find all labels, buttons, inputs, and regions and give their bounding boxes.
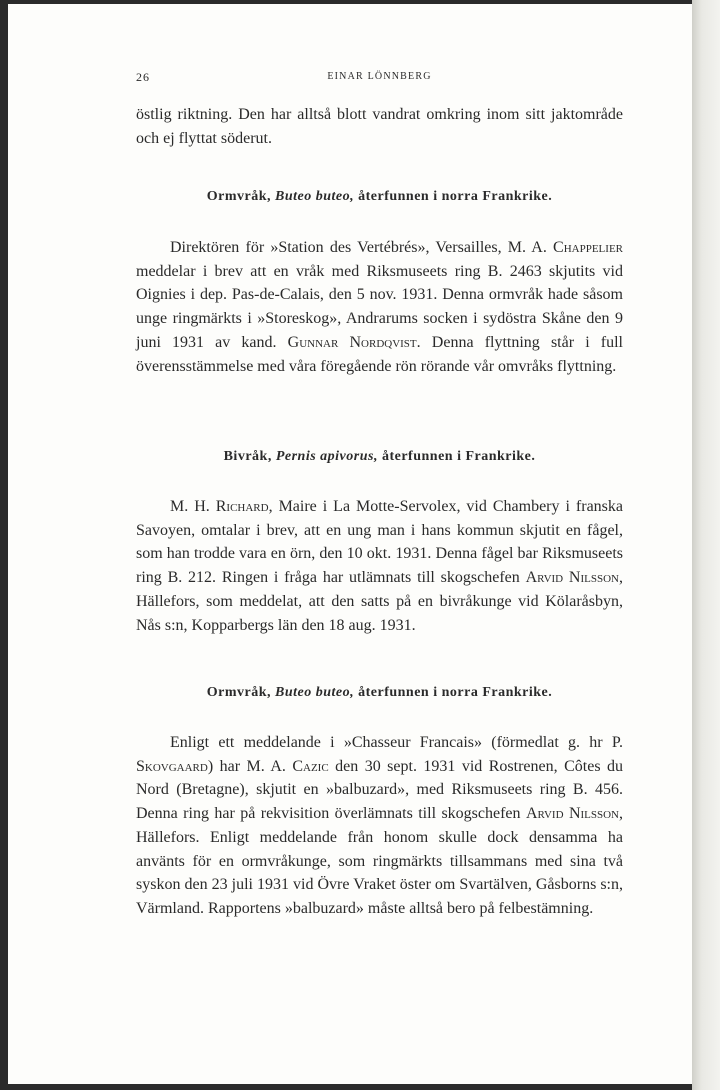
person-name: Richard bbox=[215, 498, 269, 515]
section-3-heading: Ormvråk, Buteo buteo, återfunnen i norra Frankrike. bbox=[206, 685, 553, 700]
section-2-heading: Bivråk, Pernis apivorus, återfunnen i Frankrike. bbox=[223, 449, 536, 464]
section-3 bbox=[136, 683, 623, 921]
section-1 bbox=[136, 187, 623, 378]
species-name: Pernis apivorus, bbox=[275, 449, 378, 464]
person-name: Arvid Nilsson bbox=[525, 569, 619, 587]
person-name: Skovgaard bbox=[136, 757, 208, 775]
intro-paragraph: östlig riktning. Den har alltså blott vandrat omkring inom sitt jaktområde och ej flyttat söderut. bbox=[136, 106, 623, 147]
page-edge-strip bbox=[692, 0, 720, 1090]
page-number: 26 bbox=[136, 70, 150, 84]
person-name: Chappelier bbox=[553, 239, 623, 256]
person-name: Gunnar Nordqvist bbox=[287, 333, 417, 351]
section-3-paragraph: Enligt ett meddelande i »Chasseur Francais» (förmedlat g. hr P. Skovgaard) har M. A. Cazic den 30 sept. 1931 vid Rostrenen, Côtes du Nord (Bretagne), skjutit en »balbuzard», med Riksmuseets ring B. 456. Denna ring har på rekvisition överlämnats till skogschefen Arvid Nilsson, Hällefors. Enligt meddelande från honom skulle dock densamma ha använts för en ormvråkunge, som ringmärkts tillsammans med sina två syskon den 23 juli 1931 vid Övre Vraket öster om Svartälven, Gåsborns s:n, Värmland. Rapportens »balbuzard» måste alltså bero på felbestämning. bbox=[136, 734, 624, 917]
running-header bbox=[136, 70, 623, 90]
person-name: Arvid Nilsson bbox=[525, 805, 619, 823]
section-2 bbox=[136, 447, 623, 637]
species-name: Buteo buteo, bbox=[274, 685, 355, 700]
running-head-author: EINAR LÖNNBERG bbox=[327, 71, 432, 82]
section-1-heading: Ormvråk, Buteo buteo, återfunnen i norra Frankrike. bbox=[206, 189, 553, 204]
section-1-paragraph: Direktören för »Station des Vertébrés», Versailles, M. A. Chappelier meddelar i brev att en vråk med Riksmuseets ring B. 2463 skjutits vid Oignies i dep. Pas-de-Calais, den 5 nov. 1931. Denna ormvråk hade såsom unge ringmärkts i »Storeskog», Andrarums socken i sydöstra Skåne den 9 juni 1931 av kand. Gunnar Nordqvist. Denna flyttning står i full överensstämmelse med våra föregående rön rörande vår omvråks flyttning. bbox=[136, 239, 624, 375]
section-2-paragraph: M. H. Richard, Maire i La Motte-Servolex, vid Chambery i franska Savoyen, omtalar i brev, att en ung man i hans kommun skjutit en fågel, som han trodde vara en örn, den 10 okt. 1931. Denna fågel bar Riksmuseets ring B. 212. Ringen i fråga har utlämnats till skogschefen Arvid Nilsson, Hällefors, som meddelat, att den satts på en bivråkunge vid Kölaråsbyn, Nås s:n, Kopparbergs län den 18 aug. 1931. bbox=[136, 498, 624, 634]
species-name: Buteo buteo, bbox=[274, 189, 355, 204]
person-name: Cazic bbox=[292, 757, 329, 775]
intro-paragraph-block bbox=[136, 103, 623, 150]
